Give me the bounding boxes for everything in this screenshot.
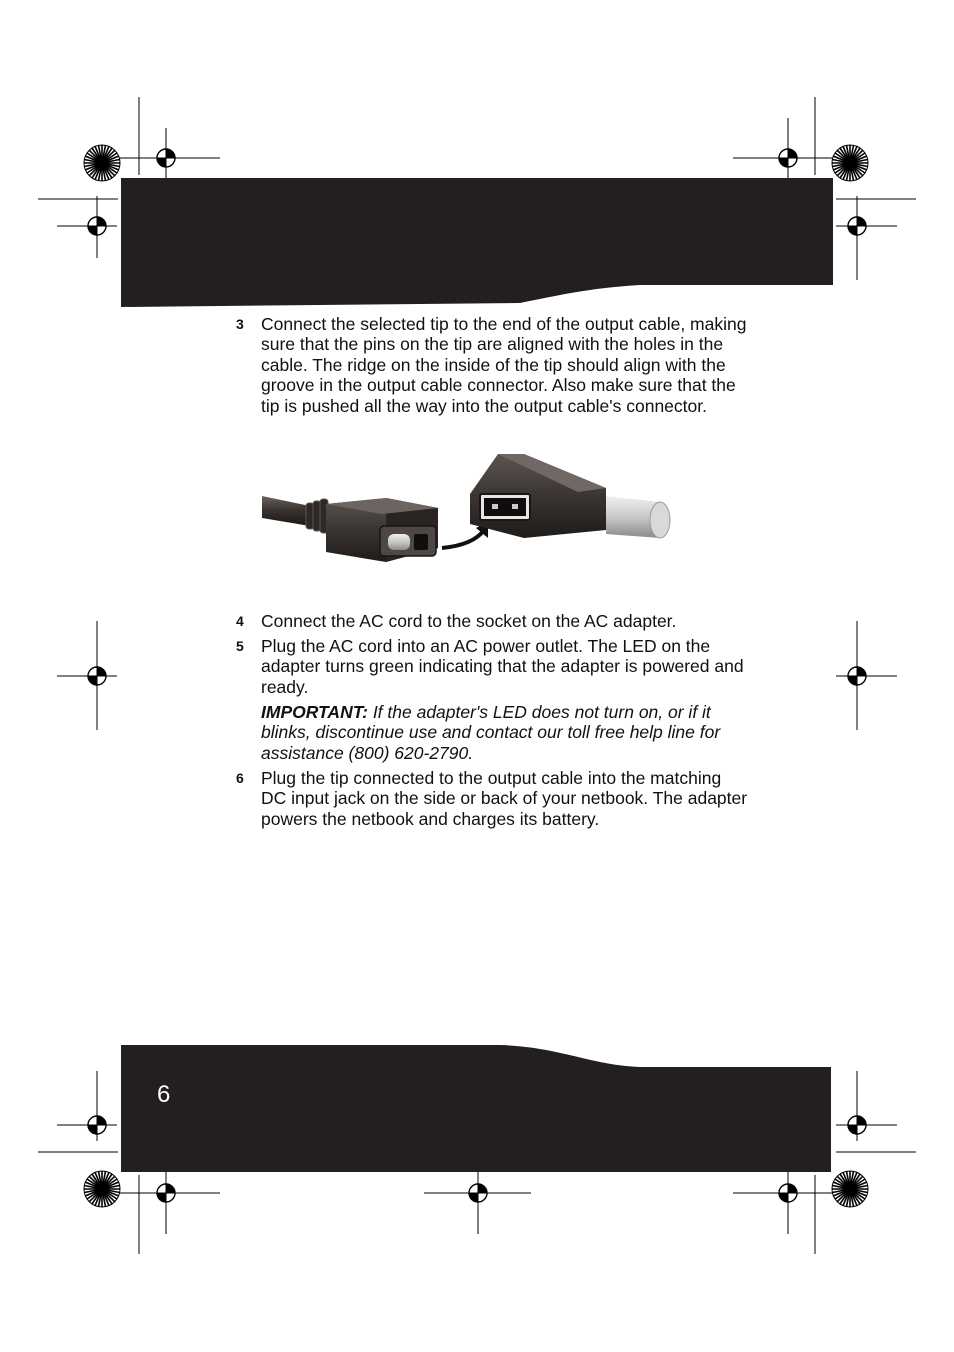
important-text: If the adapter's LED does not turn on, or if it blinks, discontinue use and contact our toll free help line for assistance (800) 620-2790. bbox=[261, 702, 721, 763]
important-note bbox=[261, 702, 751, 763]
connector-tip-photo bbox=[262, 448, 680, 576]
step-number: 6 bbox=[236, 770, 244, 786]
step-number: 4 bbox=[236, 613, 244, 629]
important-label: IMPORTANT: bbox=[261, 702, 368, 722]
step-text: Plug the AC cord into an AC power outlet. The LED on the adapter turns green indicating that the adapter is powered and ready. bbox=[261, 636, 744, 697]
step-text: Connect the selected tip to the end of the output cable, making sure that the pins on the tip are aligned with the holes in the cable. The ridge on the inside of the tip should align with the groove in the output cable connector. Also make sure that the tip is pushed all the way into the output cable's connector. bbox=[261, 314, 747, 416]
step-text: Connect the AC cord to the socket on the AC adapter. bbox=[261, 611, 677, 631]
page-number: 6 bbox=[157, 1081, 171, 1108]
step-text: Plug the tip connected to the output cable into the matching DC input jack on the side or back of your netbook. The adapter powers the netbook and charges its battery. bbox=[261, 768, 748, 829]
footer-banner bbox=[0, 1030, 954, 1180]
step-number: 5 bbox=[236, 638, 244, 654]
step-number: 3 bbox=[236, 316, 244, 332]
header-banner bbox=[0, 0, 954, 320]
